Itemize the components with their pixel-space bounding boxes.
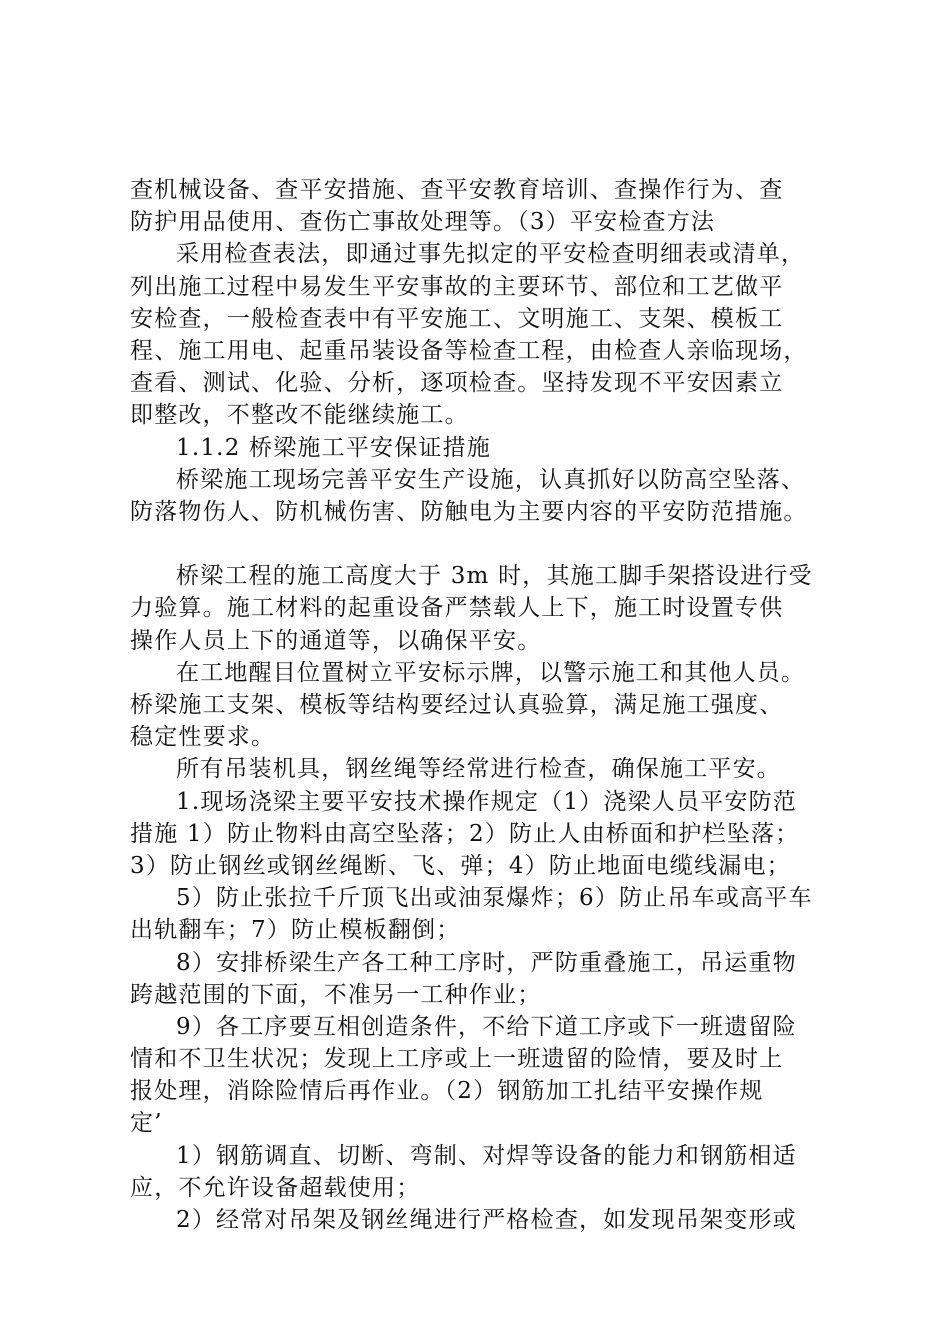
text-line: 情和不卫生状况；发现上工序或上一班遗留的险情，要及时上 [130,1046,784,1073]
text-line: 应，不允许设备超载使用； [130,1174,421,1201]
text-line: 桥梁施工支架、模板等结构要经过认真验算，满足施工强度、 [130,692,784,718]
text-line: 列出施工过程中易发生平安事故的主要环节、部位和工艺做平 [130,273,784,300]
text-line: 出轨翻车；7）防止模板翻倒； [130,917,461,944]
paragraph-start: 所有吊装机具，钢丝绳等经常进行检查，确保施工平安。 [176,756,781,783]
text-line: 操作人员上下的通道等，以确保平安。 [130,627,542,654]
paragraph-start: 8）安排桥梁生产各工种工序时，严防重叠施工，吊运重物 [176,949,797,976]
paragraph-start: 9）各工序要互相创造条件，不给下道工序或下一班遗留险 [176,1013,797,1040]
text-line: 定’ [130,1110,163,1137]
paragraph-start: 采用检查表法，即通过事先拟定的平安检查明细表或清单， [176,241,806,268]
text-line: 防护用品使用、查伤亡事故处理等。（3）平安检查方法 [130,209,716,236]
text-line: 程、施工用电、起重吊装设备等检查工程，由检查人亲临现场， [130,337,808,364]
text-line: 稳定性要求。 [130,724,276,751]
paragraph-start: 在工地醒目位置树立平安标示牌，以警示施工和其他人员。 [176,659,806,686]
text-line: 安检查，一般检查表中有平安施工、文明施工、支架、模板工 [130,305,784,332]
paragraph-start: 2）经常对吊架及钢丝绳进行严格检查，如发现吊架变形或 [176,1207,797,1233]
text-line: 查看、测试、化验、分析，逐项检查。坚持发现不平安因素立 [130,370,784,397]
paragraph-start: 5）防止张拉千斤顶飞出或油泵爆炸；6）防止吊车或高平车 [176,885,813,912]
section-heading: 1.1.2 桥梁施工平安保证措施 [176,434,492,461]
text-line: 措施 1）防止物料由高空坠落；2）防止人由桥面和护栏坠落； [130,820,800,847]
text-line: 跨越范围的下面，不准另一工种作业； [130,981,542,1008]
text-line: 3）防止钢丝或钢丝绳断、飞、弹；4）防止地面电缆线漏电； [130,852,791,879]
paragraph-start: 1）钢筋调直、切断、弯制、对焊等设备的能力和钢筋相适 [176,1142,797,1169]
text-line: 力验算。施工材料的起重设备严禁载人上下，施工时设置专供 [130,595,784,622]
paragraph-start: 桥梁工程的施工高度大于 3m 时，其施工脚手架搭设进行受 [176,563,813,590]
text-line: 报处理，消除险情后再作业。（2）钢筋加工扎结平安操作规 [130,1078,764,1105]
text-line: 查机械设备、查平安措施、查平安教育培训、查操作行为、查 [130,177,784,203]
document-body [130,174,850,1236]
blank-line [130,528,850,560]
paragraph-start: 1.现场浇梁主要平安技术操作规定（1）浇梁人员平安防范 [176,788,797,815]
text-line: 即整改，不整改不能继续施工。 [130,402,469,429]
text-line: 防落物伤人、防机械伤害、防触电为主要内容的平安防范措施。 [130,498,808,525]
paragraph-start: 桥梁施工现场完善平安生产设施，认真抓好以防高空坠落、 [176,466,806,493]
